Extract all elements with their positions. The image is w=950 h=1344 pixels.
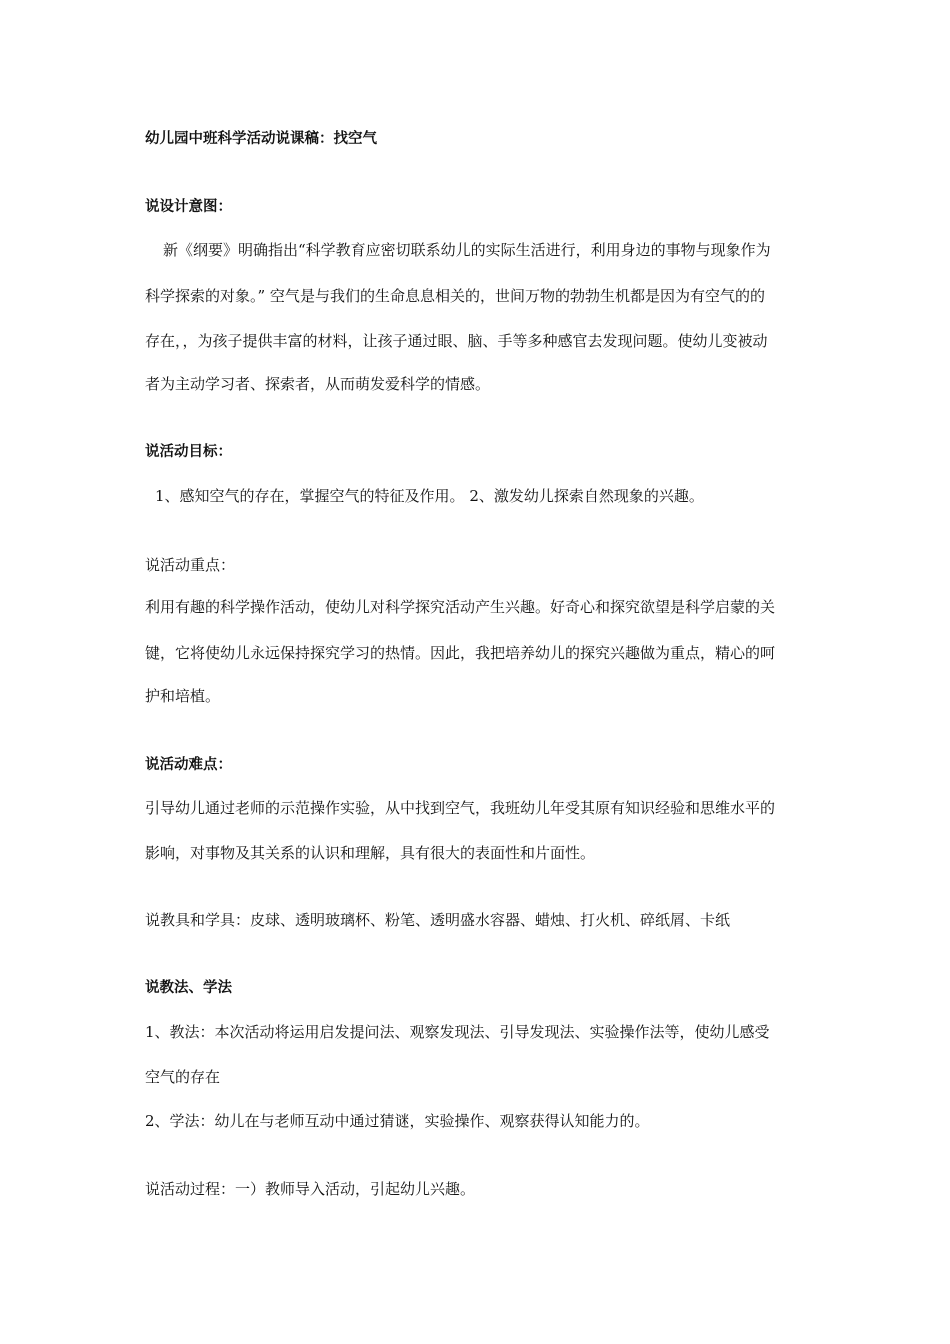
methods-heading: 说教法、学法 xyxy=(145,980,232,996)
design-paragraph-line: 科学探索的对象。” 空气是与我们的生命息息相关的，世间万物的勃勃生机都是因为有空气的的 xyxy=(145,287,765,305)
design-paragraph-line: 者为主动学习者、探索者，从而萌发爱科学的情感。 xyxy=(145,375,491,393)
key-paragraph-line: 护和培植。 xyxy=(145,687,221,705)
goals-line: 1、感知空气的存在，掌握空气的特征及作用。 2、激发幼儿探索自然现象的兴趣。 xyxy=(155,487,704,505)
difficulty-paragraph-line: 影响，对事物及其关系的认识和理解，具有很大的表面性和片面性。 xyxy=(145,844,596,862)
key-heading: 说活动重点： xyxy=(145,556,236,574)
methods-line: 空气的存在 xyxy=(145,1068,221,1086)
process-line: 说活动过程：一）教师导入活动，引起幼儿兴趣。 xyxy=(145,1180,476,1198)
materials-line: 说教具和学具：皮球、透明玻璃杯、粉笔、透明盛水容器、蜡烛、打火机、碎纸屑、卡纸 xyxy=(145,911,731,929)
difficulty-heading: 说活动难点： xyxy=(145,757,232,773)
goals-heading: 说活动目标： xyxy=(145,444,232,460)
design-paragraph-line: 存在，，为孩子提供丰富的材料，让孩子通过眼、脑、手等多种感官去发现问题。使幼儿变被动 xyxy=(145,332,768,350)
document-title: 幼儿园中班科学活动说课稿：找空气 xyxy=(145,131,377,147)
methods-line: 1、教法：本次活动将运用启发提问法、观察发现法、引导发现法、实验操作法等，使幼儿感受 xyxy=(145,1023,770,1041)
design-paragraph-line: 新《纲要》明确指出“科学教育应密切联系幼儿的实际生活进行，利用身边的事物与现象作为 xyxy=(163,241,771,259)
methods-line: 2、学法：幼儿在与老师互动中通过猜谜，实验操作、观察获得认知能力的。 xyxy=(145,1112,650,1130)
key-paragraph-line: 键，它将使幼儿永远保持探究学习的热情。因此，我把培养幼儿的探究兴趣做为重点，精心的呵 xyxy=(145,644,776,662)
design-heading: 说设计意图： xyxy=(145,199,232,215)
key-paragraph-line: 利用有趣的科学操作活动，使幼儿对科学探究活动产生兴趣。好奇心和探究欲望是科学启蒙的关 xyxy=(145,598,776,616)
difficulty-paragraph-line: 引导幼儿通过老师的示范操作实验，从中找到空气，我班幼儿年受其原有知识经验和思维水平的 xyxy=(145,799,776,817)
